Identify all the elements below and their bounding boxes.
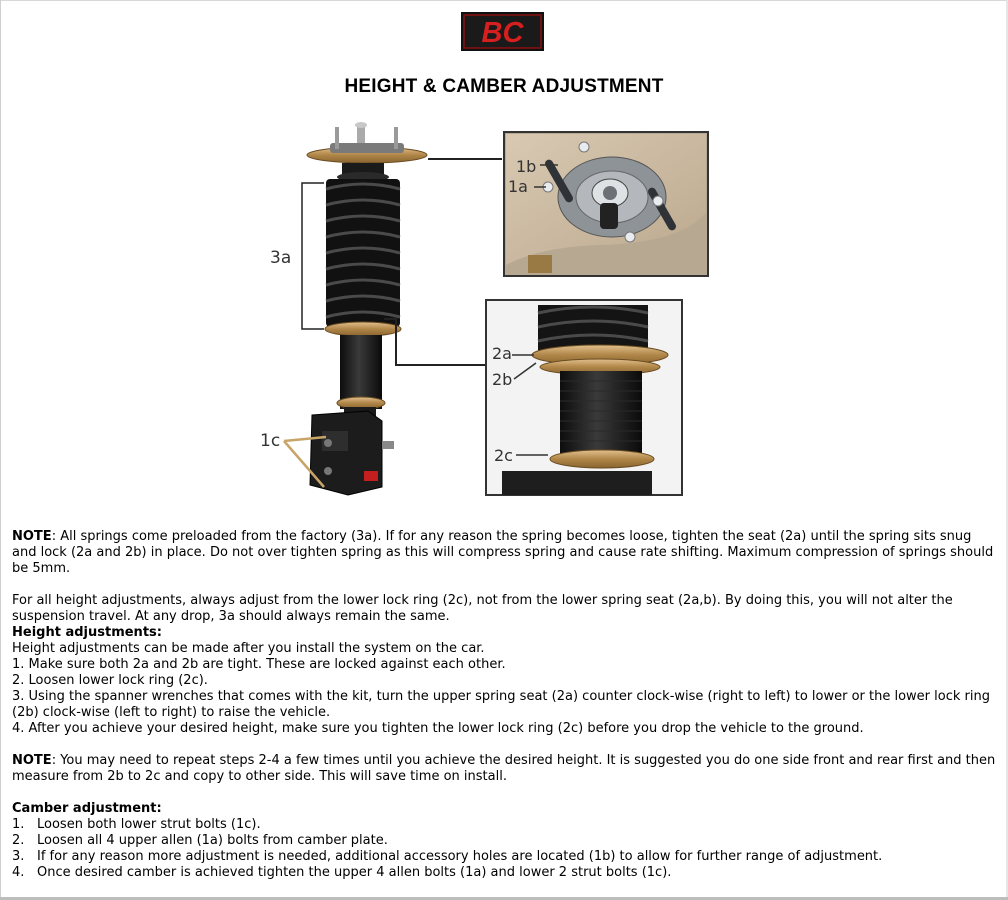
coilover-diagram [240,115,720,505]
camber-step: 2. Loosen all 4 upper allen (1a) bolts from camber plate. [12,833,388,848]
page-border-left [0,0,1,900]
camber-heading: Camber adjustment: [12,801,162,816]
bc-logo [461,12,544,51]
height-step: 4. After you achieve your desired height, make sure you tighten the lower lock ring (2c) before you drop the vehicle to the ground. [12,721,864,736]
page-border-top [0,0,1008,1]
note-label: NOTE [12,529,52,544]
callout-1c: 1c [260,431,281,451]
callout-2b: 2b [492,370,513,389]
height-intro: Height adjustments can be made after you install the system on the car. [12,641,485,656]
callout-1a: 1a [508,177,528,196]
callout-3a: 3a [270,248,292,268]
note-label: NOTE [12,753,52,768]
callout-2c: 2c [494,446,513,465]
camber-step: 1. Loosen both lower strut bolts (1c). [12,817,261,832]
note-preload [12,529,998,577]
page-title: HEIGHT & CAMBER ADJUSTMENT [344,76,664,97]
camber-plate-inset [504,132,708,276]
camber-step: 4. Once desired camber is achieved tighten the upper 4 allen bolts (1a) and lower 2 strut bolts (1c). [12,865,672,880]
height-step: 2. Loosen lower lock ring (2c). [12,673,208,688]
instructions [12,529,998,881]
height-step: 3. Using the spanner wrenches that comes with the kit, turn the upper spring seat (2a) counter clock-wise (right to left) to lower or the lower lock ring (2b) clock-wise (left to right) to raise the vehicle. [12,689,990,720]
callout-2a: 2a [492,344,512,363]
height-step: 1. Make sure both 2a and 2b are tight. These are locked against each other. [12,657,506,672]
spring-seat-inset [486,300,682,495]
height-heading: Height adjustments: [12,625,162,640]
camber-step: 3. If for any reason more adjustment is needed, additional accessory holes are located (1b) to allow for further range of adjustment. [12,849,883,864]
callout-1b: 1b [516,157,537,176]
coilover-main [307,122,427,495]
note-text: : All springs come preloaded from the factory (3a). If for any reason the spring becomes loose, tighten the seat (2a) until the spring sits snug and lock (2a and 2b) in place. Do not over tighten spring as this will compress spring and cause rate shifting. Maximum compression of springs should be 5mm. [12,529,994,576]
connector-middle [384,319,486,365]
bracket-3a [302,183,324,329]
note-text: : You may need to repeat steps 2-4 a few times until you achieve the desired height. It is suggested you do one side front and rear first and then measure from 2b to 2c and copy to other side. This will save time on install. [12,753,996,784]
height-info-paragraph: For all height adjustments, always adjust from the lower lock ring (2c), not from the lower spring seat (2a,b). By doing this, you will not alter the suspension travel. At any drop, 3a should always remain the same. [12,593,953,624]
note-repeat [12,753,998,785]
spring-coils [326,179,400,327]
logo-text: BC [481,17,524,49]
